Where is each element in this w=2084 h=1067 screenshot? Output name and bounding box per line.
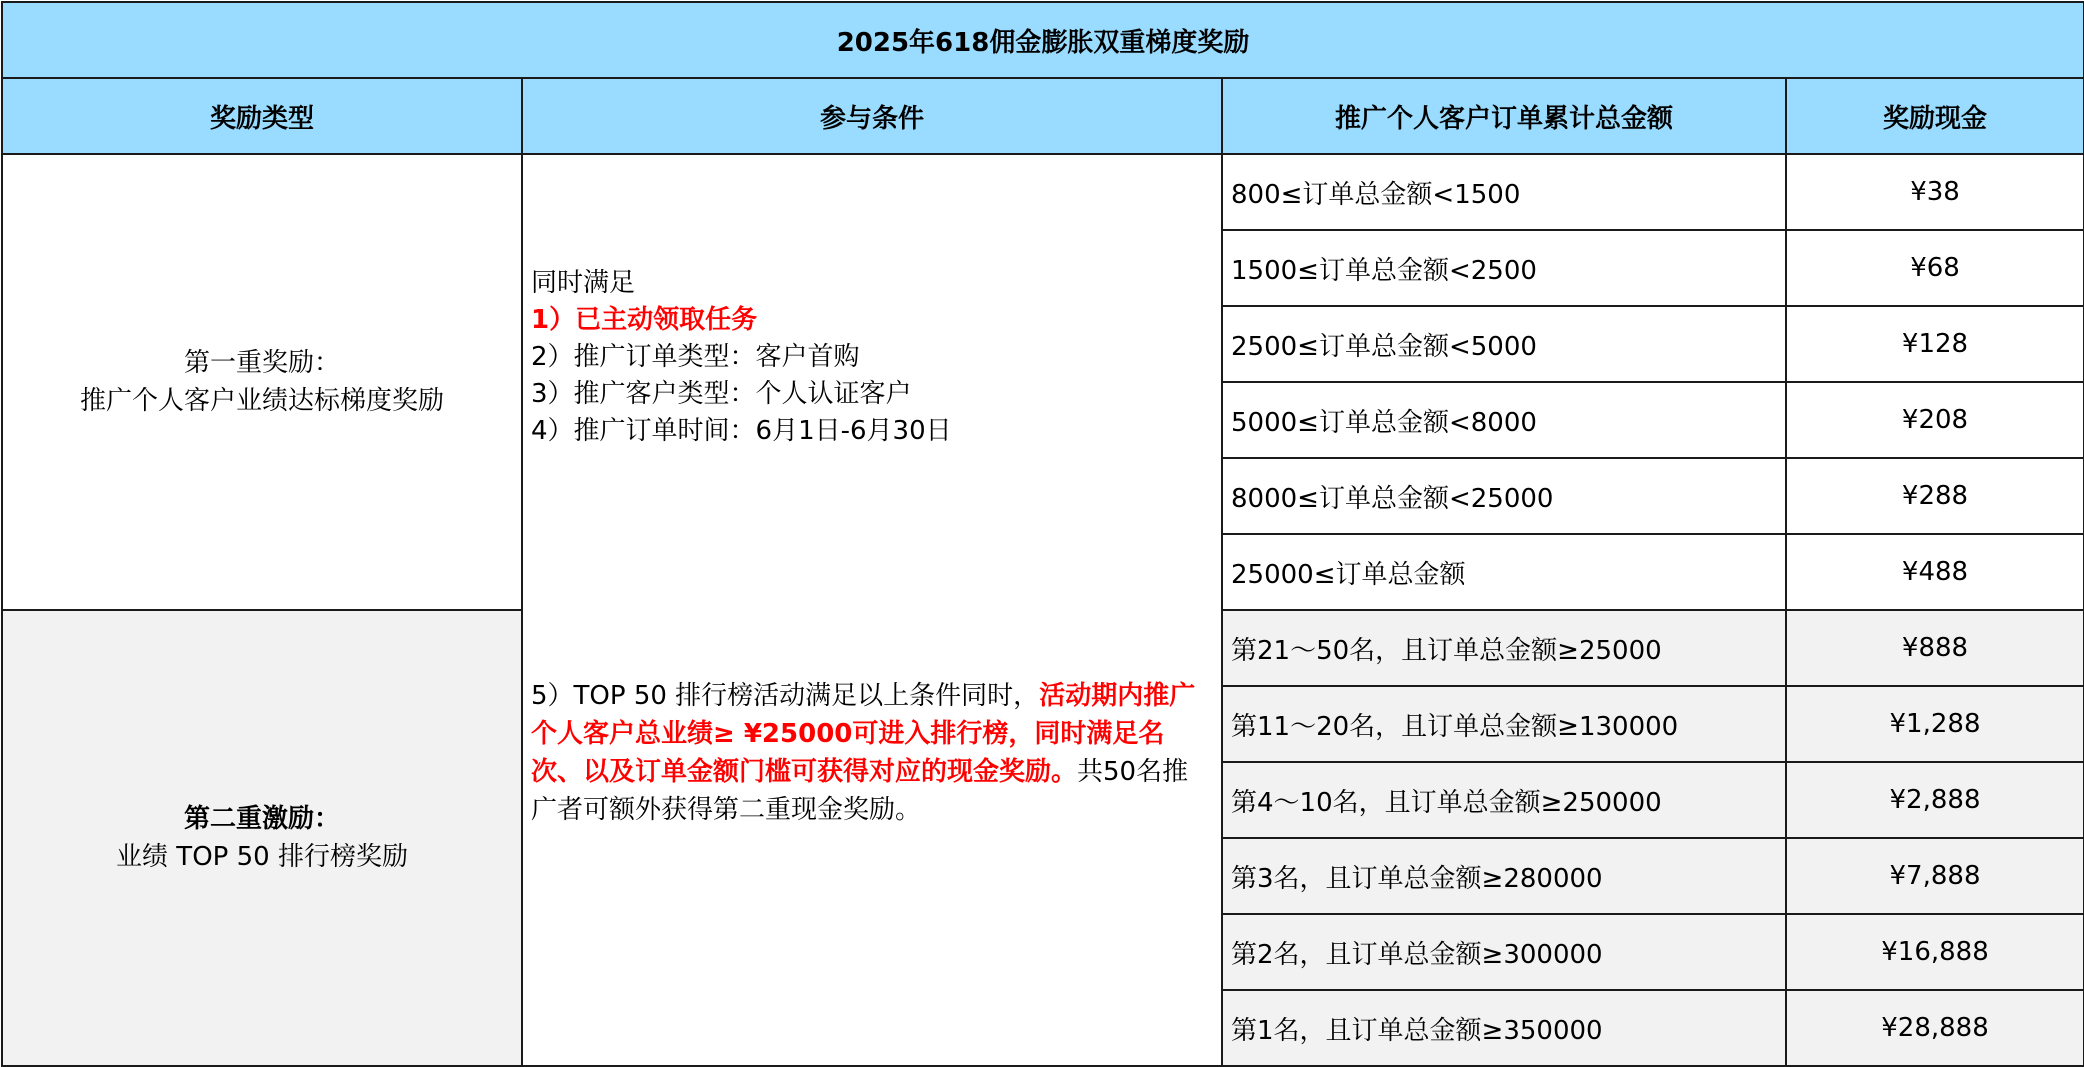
tier2-amount-2: 第11～20名，且订单总金额≥130000 — [1222, 686, 1786, 762]
conditions-block-2 — [531, 677, 1213, 829]
tier1-cash-1: ¥38 — [1786, 154, 2084, 230]
tier2-cash-2: ¥1,288 — [1786, 686, 2084, 762]
tier1-amount-1: 800≤订单总金额<1500 — [1222, 154, 1786, 230]
condition-item-1: 1）已主动领取任务 — [531, 305, 758, 335]
condition-intro: 同时满足 — [531, 268, 636, 298]
tier2-amount-4: 第3名，且订单总金额≥280000 — [1222, 838, 1786, 914]
tier1-cash-4: ¥208 — [1786, 382, 2084, 458]
tier2-amount-1: 第21～50名，且订单总金额≥25000 — [1222, 610, 1786, 686]
tier2-cash-4: ¥7,888 — [1786, 838, 2084, 914]
tier1-cash-5: ¥288 — [1786, 458, 2084, 534]
header-conditions: 参与条件 — [522, 78, 1222, 154]
tier2-cash-5: ¥16,888 — [1786, 914, 2084, 990]
tier1-amount-4: 5000≤订单总金额<8000 — [1222, 382, 1786, 458]
condition-item-3: 3）推广客户类型：个人认证客户 — [531, 379, 912, 409]
condition-item-5-prefix: 5）TOP 50 排行榜活动满足以上条件同时， — [531, 681, 1040, 711]
tier2-amount-5: 第2名，且订单总金额≥300000 — [1222, 914, 1786, 990]
header-reward-type: 奖励类型 — [2, 78, 522, 154]
table-title: 2025年618佣金膨胀双重梯度奖励 — [2, 2, 2084, 78]
tier1-cash-2: ¥68 — [1786, 230, 2084, 306]
conditions-cell — [522, 154, 1222, 1066]
header-order-amount: 推广个人客户订单累计总金额 — [1222, 78, 1786, 154]
tier2-cash-6: ¥28,888 — [1786, 990, 2084, 1066]
tier2-type-cell — [2, 610, 522, 1066]
tier1-type-cell — [2, 154, 522, 610]
condition-item-5-suffix: 共50名推广者可额外获得第二重现金奖励。 — [531, 757, 1189, 825]
tier1-amount-6: 25000≤订单总金额 — [1222, 534, 1786, 610]
tier1-cash-3: ¥128 — [1786, 306, 2084, 382]
reward-table — [1, 1, 2084, 1067]
condition-item-5-highlight: 活动期内推广个人客户总业绩≥ ¥25000可进入排行榜，同时满足名次、以及订单金额门槛可获得对应的现金奖励。 — [531, 681, 1196, 787]
conditions-block-1 — [531, 265, 1213, 450]
tier1-amount-3: 2500≤订单总金额<5000 — [1222, 306, 1786, 382]
tier2-amount-3: 第4～10名，且订单总金额≥250000 — [1222, 762, 1786, 838]
tier1-name-line1: 第一重奖励： — [183, 348, 340, 378]
condition-item-2: 2）推广订单类型：客户首购 — [531, 342, 860, 372]
tier2-amount-6: 第1名，且订单总金额≥350000 — [1222, 990, 1786, 1066]
tier2-cash-3: ¥2,888 — [1786, 762, 2084, 838]
tier2-name-line1: 第二重激励： — [183, 804, 340, 834]
header-cash-reward: 奖励现金 — [1786, 78, 2084, 154]
condition-item-4: 4）推广订单时间：6月1日-6月30日 — [531, 416, 952, 446]
tier1-cash-6: ¥488 — [1786, 534, 2084, 610]
tier2-cash-1: ¥888 — [1786, 610, 2084, 686]
tier1-name-line2: 推广个人客户业绩达标梯度奖励 — [79, 386, 444, 416]
tier2-name-line2: 业绩 TOP 50 排行榜奖励 — [116, 842, 408, 872]
tier1-amount-5: 8000≤订单总金额<25000 — [1222, 458, 1786, 534]
tier1-amount-2: 1500≤订单总金额<2500 — [1222, 230, 1786, 306]
